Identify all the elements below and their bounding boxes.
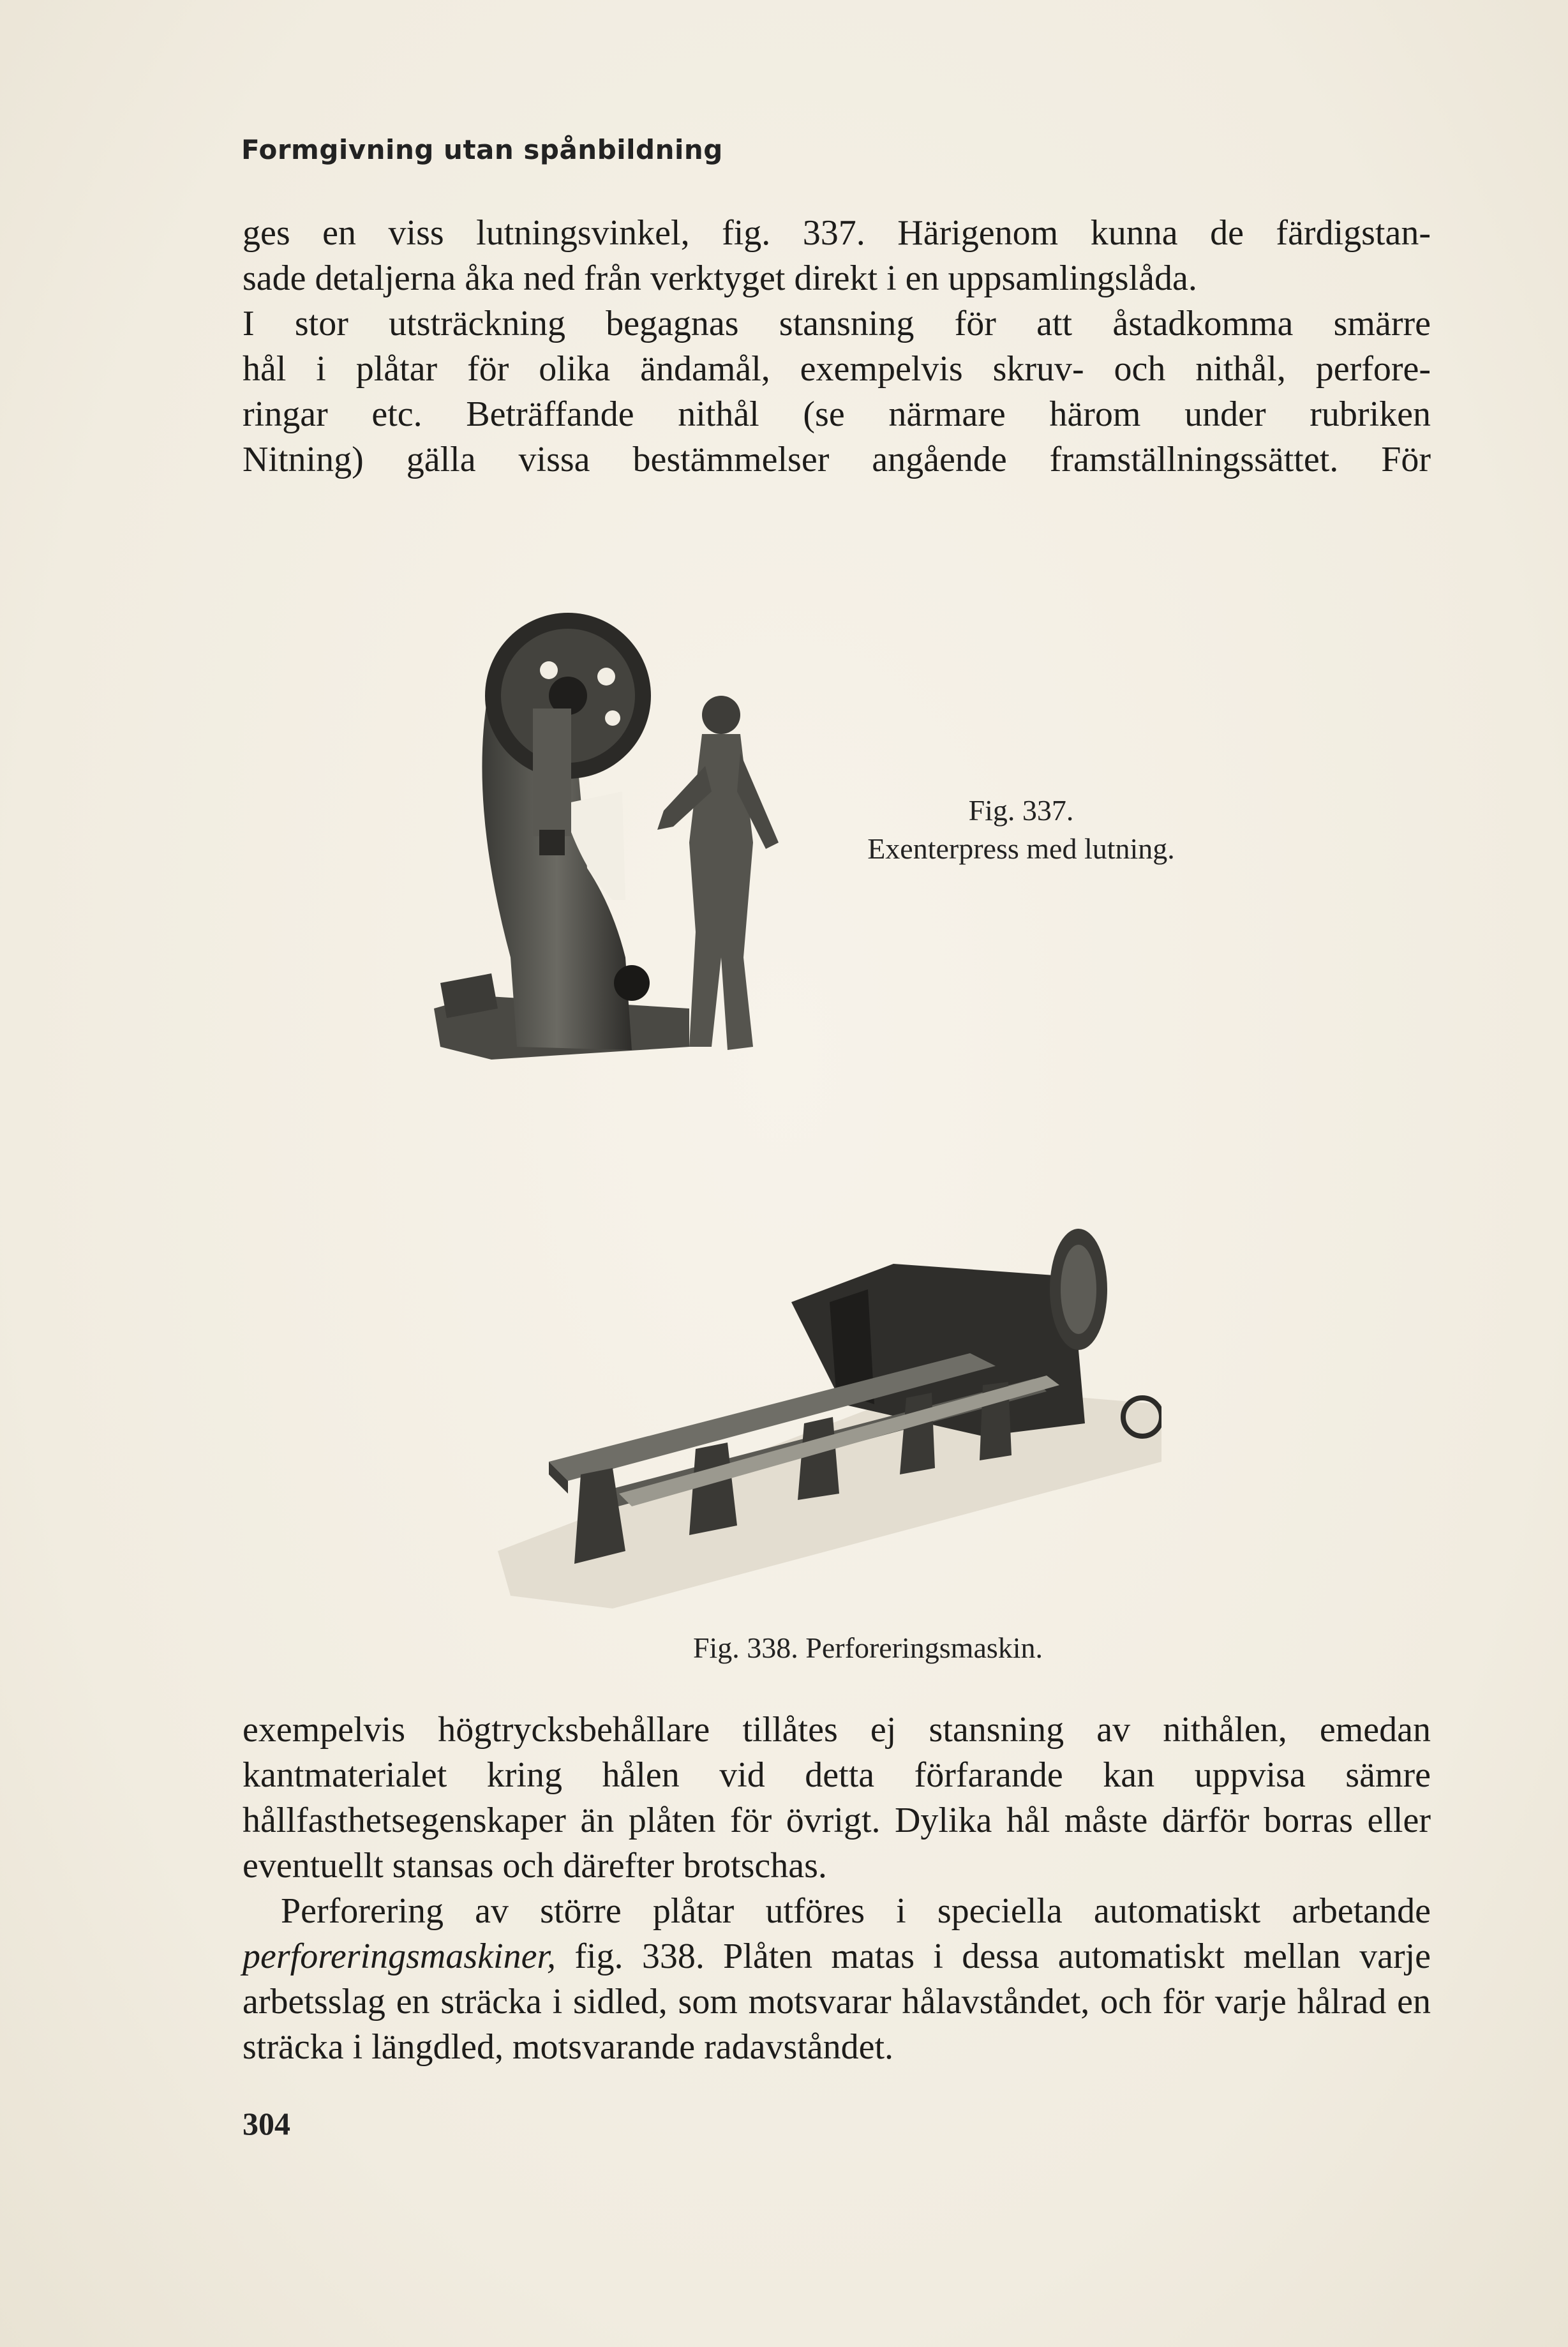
figure-337-label: Fig. 337. <box>968 794 1074 827</box>
running-header: Formgivning utan spånbildning <box>241 134 723 165</box>
paragraph-1 <box>243 211 1431 483</box>
paragraph-1-line: hål i plåtar för olika ändamål, exempelvis skruv- och nithål, perfore- <box>243 349 1431 389</box>
paragraph-3-start: Perforering av större plåtar utföres i speciella automatiskt arbetande <box>281 1891 1431 1931</box>
paragraph-1-line: I stor utsträckning begagnas stansning för att åstadkomma smärre <box>243 304 1431 343</box>
paragraph-1-line: sade detaljerna åka ned från verktyget direkt i en uppsamlingslåda. <box>243 259 1197 298</box>
paragraph-1-line: Nitning) gälla vissa bestämmelser angående framställningssättet. För <box>243 440 1431 479</box>
figure-338-perforating-machine-image <box>485 1194 1161 1615</box>
paragraph-2 <box>243 1707 1431 2070</box>
paragraph-3 <box>243 1889 1431 2070</box>
figure-337-title: Exenterpress med lutning. <box>867 832 1175 865</box>
paragraph-1-line: ringar etc. Beträffande nithål (se närmare härom under rubriken <box>243 394 1431 434</box>
paragraph-3-end: fig. 338. Plåten matas i dessa automatiskt mellan varje arbetsslag en sträcka i sidled, som motsvarar hålavståndet, och för varje hålrad en sträcka i längdled, motsvarande radavståndet. <box>243 1937 1431 2067</box>
paragraph-2-part1: exempelvis högtrycksbehållare tillåtes ej stansning av nithålen, emedan kantmaterialet kring hålen vid detta förfarande kan uppvisa sämre hållfasthetsegenskaper än plåten för övrigt. Dylika hål måste därför borras eller eventuellt stansas och därefter brotschas. <box>243 1710 1431 1886</box>
paragraph-1-line: ges en viss lutningsvinkel, fig. 337. Härigenom kunna de färdigstan- <box>243 213 1431 253</box>
page-number: 304 <box>243 2106 290 2141</box>
figure-338-caption: Fig. 338. Perforeringsmaskin. <box>692 1631 1043 1664</box>
paragraph-3-italic-term: perforeringsmaskiner, <box>243 1937 556 1976</box>
figure-337-caption <box>823 791 1219 868</box>
figure-337-eccentric-press-image <box>421 600 804 1085</box>
